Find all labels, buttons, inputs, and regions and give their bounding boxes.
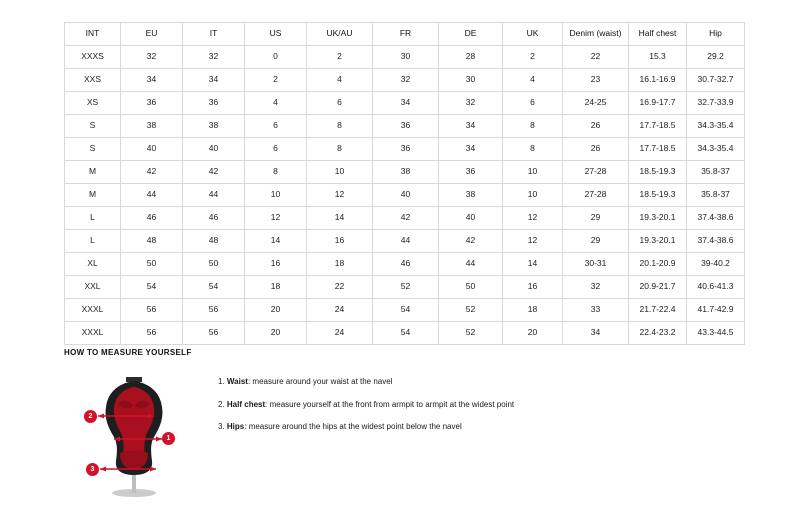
cell-fr: 32 — [373, 69, 439, 92]
measure-instruction-hips — [218, 422, 514, 432]
cell-eu: 42 — [121, 161, 183, 184]
cell-int: XL — [65, 253, 121, 276]
cell-us: 14 — [245, 230, 307, 253]
measure-instruction-waist — [218, 377, 514, 387]
mannequin-illustration — [76, 369, 196, 499]
column-header-de: DE — [439, 23, 503, 46]
measure-badge-2: 2 — [84, 410, 97, 423]
cell-half-chest: 19.3-20.1 — [629, 207, 687, 230]
cell-int: S — [65, 138, 121, 161]
cell-uk: 8 — [503, 138, 563, 161]
cell-eu: 48 — [121, 230, 183, 253]
cell-fr: 44 — [373, 230, 439, 253]
cell-uk: 8 — [503, 115, 563, 138]
cell-uk: 14 — [503, 253, 563, 276]
table-row — [65, 230, 745, 253]
column-header-hip: Hip — [687, 23, 745, 46]
cell-eu: 56 — [121, 299, 183, 322]
cell-de: 34 — [439, 138, 503, 161]
cell-it: 56 — [183, 322, 245, 345]
table-row — [65, 207, 745, 230]
mannequin-icon — [76, 369, 196, 499]
cell-half-chest: 17.7-18.5 — [629, 115, 687, 138]
column-header-eu: EU — [121, 23, 183, 46]
table-row — [65, 46, 745, 69]
cell-fr: 38 — [373, 161, 439, 184]
cell-int: L — [65, 207, 121, 230]
cell-it: 56 — [183, 299, 245, 322]
cell-int: XXXS — [65, 46, 121, 69]
cell-de: 40 — [439, 207, 503, 230]
table-row — [65, 161, 745, 184]
size-chart-container — [64, 22, 734, 345]
cell-de: 38 — [439, 184, 503, 207]
cell-us: 20 — [245, 299, 307, 322]
cell-fr: 46 — [373, 253, 439, 276]
instruction-term: Hips — [226, 422, 245, 432]
cell-it: 42 — [183, 161, 245, 184]
cell-us: 0 — [245, 46, 307, 69]
cell-it: 38 — [183, 115, 245, 138]
cell-eu: 32 — [121, 46, 183, 69]
cell-int: XXS — [65, 69, 121, 92]
cell-it: 36 — [183, 92, 245, 115]
cell-eu: 44 — [121, 184, 183, 207]
measure-instructions-list — [218, 369, 514, 445]
cell-uk: 12 — [503, 230, 563, 253]
cell-uk-au: 16 — [307, 230, 373, 253]
cell-eu: 36 — [121, 92, 183, 115]
instruction-text: : measure yourself at the front from armpit to armpit at the widest point — [265, 399, 515, 409]
cell-us: 6 — [245, 138, 307, 161]
cell-denim-waist: 29 — [563, 230, 629, 253]
cell-it: 34 — [183, 69, 245, 92]
cell-fr: 54 — [373, 299, 439, 322]
column-header-uk-au: UK/AU — [307, 23, 373, 46]
table-row — [65, 138, 745, 161]
instruction-number: 1. — [218, 377, 225, 386]
cell-hip: 40.6-41.3 — [687, 276, 745, 299]
cell-de: 50 — [439, 276, 503, 299]
table-row — [65, 184, 745, 207]
cell-fr: 40 — [373, 184, 439, 207]
cell-hip: 35.8-37 — [687, 184, 745, 207]
column-header-uk: UK — [503, 23, 563, 46]
cell-eu: 54 — [121, 276, 183, 299]
cell-uk: 10 — [503, 161, 563, 184]
cell-uk: 6 — [503, 92, 563, 115]
cell-hip: 43.3-44.5 — [687, 322, 745, 345]
cell-it: 50 — [183, 253, 245, 276]
measure-badge-1: 1 — [162, 432, 175, 445]
cell-de: 36 — [439, 161, 503, 184]
cell-us: 10 — [245, 184, 307, 207]
cell-de: 42 — [439, 230, 503, 253]
table-row — [65, 115, 745, 138]
instruction-term: Half chest — [226, 399, 266, 409]
cell-us: 6 — [245, 115, 307, 138]
column-header-fr: FR — [373, 23, 439, 46]
cell-de: 52 — [439, 299, 503, 322]
cell-uk-au: 12 — [307, 184, 373, 207]
cell-uk: 16 — [503, 276, 563, 299]
cell-int: XXXL — [65, 299, 121, 322]
cell-hip: 34.3-35.4 — [687, 138, 745, 161]
cell-de: 34 — [439, 115, 503, 138]
cell-hip: 37.4-38.6 — [687, 207, 745, 230]
instruction-number: 2. — [218, 399, 225, 409]
cell-fr: 36 — [373, 138, 439, 161]
instruction-text: : measure around your waist at the navel — [247, 377, 393, 386]
cell-hip: 39-40.2 — [687, 253, 745, 276]
cell-denim-waist: 26 — [563, 115, 629, 138]
cell-denim-waist: 30-31 — [563, 253, 629, 276]
measure-badge-3: 3 — [86, 463, 99, 476]
cell-us: 12 — [245, 207, 307, 230]
cell-int: XXL — [65, 276, 121, 299]
cell-uk-au: 4 — [307, 69, 373, 92]
instruction-term: Waist — [226, 377, 248, 386]
cell-it: 32 — [183, 46, 245, 69]
cell-uk: 4 — [503, 69, 563, 92]
cell-int: XXXL — [65, 322, 121, 345]
column-header-denim-waist: Denim (waist) — [563, 23, 629, 46]
column-header-us: US — [245, 23, 307, 46]
column-header-int: INT — [65, 23, 121, 46]
cell-uk: 2 — [503, 46, 563, 69]
cell-eu: 50 — [121, 253, 183, 276]
size-chart-table — [64, 22, 745, 345]
cell-us: 8 — [245, 161, 307, 184]
cell-half-chest: 18.5-19.3 — [629, 184, 687, 207]
cell-uk: 18 — [503, 299, 563, 322]
cell-hip: 30.7-32.7 — [687, 69, 745, 92]
cell-de: 32 — [439, 92, 503, 115]
table-row — [65, 69, 745, 92]
cell-denim-waist: 34 — [563, 322, 629, 345]
column-header-it: IT — [183, 23, 245, 46]
cell-denim-waist: 22 — [563, 46, 629, 69]
column-header-half-chest: Half chest — [629, 23, 687, 46]
cell-int: XS — [65, 92, 121, 115]
table-row — [65, 92, 745, 115]
cell-hip: 37.4-38.6 — [687, 230, 745, 253]
cell-hip: 34.3-35.4 — [687, 115, 745, 138]
cell-half-chest: 22.4-23.2 — [629, 322, 687, 345]
table-header-row — [65, 23, 745, 46]
cell-half-chest: 16.1-16.9 — [629, 69, 687, 92]
cell-uk-au: 24 — [307, 299, 373, 322]
cell-it: 40 — [183, 138, 245, 161]
cell-denim-waist: 33 — [563, 299, 629, 322]
cell-fr: 36 — [373, 115, 439, 138]
cell-it: 54 — [183, 276, 245, 299]
table-row — [65, 299, 745, 322]
cell-uk-au: 14 — [307, 207, 373, 230]
table-row — [65, 276, 745, 299]
measure-instruction-half-chest — [218, 400, 514, 410]
cell-denim-waist: 32 — [563, 276, 629, 299]
table-row — [65, 322, 745, 345]
cell-eu: 40 — [121, 138, 183, 161]
cell-hip: 35.8-37 — [687, 161, 745, 184]
cell-de: 52 — [439, 322, 503, 345]
instruction-text: : measure around the hips at the widest point below the navel — [244, 422, 462, 432]
cell-uk-au: 18 — [307, 253, 373, 276]
cell-uk-au: 6 — [307, 92, 373, 115]
cell-uk-au: 10 — [307, 161, 373, 184]
cell-half-chest: 16.9-17.7 — [629, 92, 687, 115]
how-to-measure-title: HOW TO MEASURE YOURSELF — [64, 348, 192, 357]
instruction-number: 3. — [218, 422, 225, 432]
how-to-measure-section — [64, 348, 744, 499]
cell-uk-au: 8 — [307, 138, 373, 161]
cell-half-chest: 17.7-18.5 — [629, 138, 687, 161]
cell-us: 20 — [245, 322, 307, 345]
cell-half-chest: 21.7-22.4 — [629, 299, 687, 322]
cell-eu: 38 — [121, 115, 183, 138]
cell-uk-au: 2 — [307, 46, 373, 69]
cell-half-chest: 20.9-21.7 — [629, 276, 687, 299]
cell-hip: 32.7-33.9 — [687, 92, 745, 115]
cell-fr: 30 — [373, 46, 439, 69]
cell-eu: 34 — [121, 69, 183, 92]
cell-uk: 10 — [503, 184, 563, 207]
cell-eu: 46 — [121, 207, 183, 230]
cell-half-chest: 19.3-20.1 — [629, 230, 687, 253]
cell-de: 30 — [439, 69, 503, 92]
cell-fr: 52 — [373, 276, 439, 299]
cell-fr: 42 — [373, 207, 439, 230]
cell-it: 48 — [183, 230, 245, 253]
cell-int: S — [65, 115, 121, 138]
cell-de: 44 — [439, 253, 503, 276]
cell-uk-au: 24 — [307, 322, 373, 345]
cell-denim-waist: 23 — [563, 69, 629, 92]
cell-denim-waist: 24-25 — [563, 92, 629, 115]
cell-denim-waist: 26 — [563, 138, 629, 161]
cell-uk: 12 — [503, 207, 563, 230]
cell-us: 16 — [245, 253, 307, 276]
table-row — [65, 253, 745, 276]
cell-denim-waist: 27-28 — [563, 184, 629, 207]
cell-half-chest: 15.3 — [629, 46, 687, 69]
cell-denim-waist: 29 — [563, 207, 629, 230]
cell-fr: 54 — [373, 322, 439, 345]
cell-us: 4 — [245, 92, 307, 115]
cell-denim-waist: 27-28 — [563, 161, 629, 184]
cell-us: 18 — [245, 276, 307, 299]
cell-half-chest: 18.5-19.3 — [629, 161, 687, 184]
cell-int: M — [65, 184, 121, 207]
cell-fr: 34 — [373, 92, 439, 115]
cell-int: M — [65, 161, 121, 184]
cell-it: 46 — [183, 207, 245, 230]
cell-half-chest: 20.1-20.9 — [629, 253, 687, 276]
how-to-measure-body — [64, 369, 744, 499]
cell-uk-au: 22 — [307, 276, 373, 299]
cell-eu: 56 — [121, 322, 183, 345]
cell-int: L — [65, 230, 121, 253]
cell-it: 44 — [183, 184, 245, 207]
cell-hip: 41.7-42.9 — [687, 299, 745, 322]
cell-de: 28 — [439, 46, 503, 69]
cell-uk-au: 8 — [307, 115, 373, 138]
cell-hip: 29.2 — [687, 46, 745, 69]
cell-uk: 20 — [503, 322, 563, 345]
cell-us: 2 — [245, 69, 307, 92]
